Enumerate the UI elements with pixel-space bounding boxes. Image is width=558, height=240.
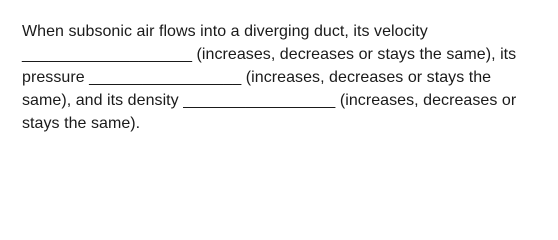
question-text [22,20,550,135]
question-line-3: pressure _________________ (increases, decreases or stays the [22,69,492,86]
question-line-2: ___________________ (increases, decreases or stays the same), its [22,46,517,63]
question-line-1: When subsonic air flows into a diverging duct, its velocity [22,23,428,40]
question-line-4: same), and its density _________________ (increases, decreases or [22,92,517,109]
question-line-5: stays the same). [22,115,141,132]
